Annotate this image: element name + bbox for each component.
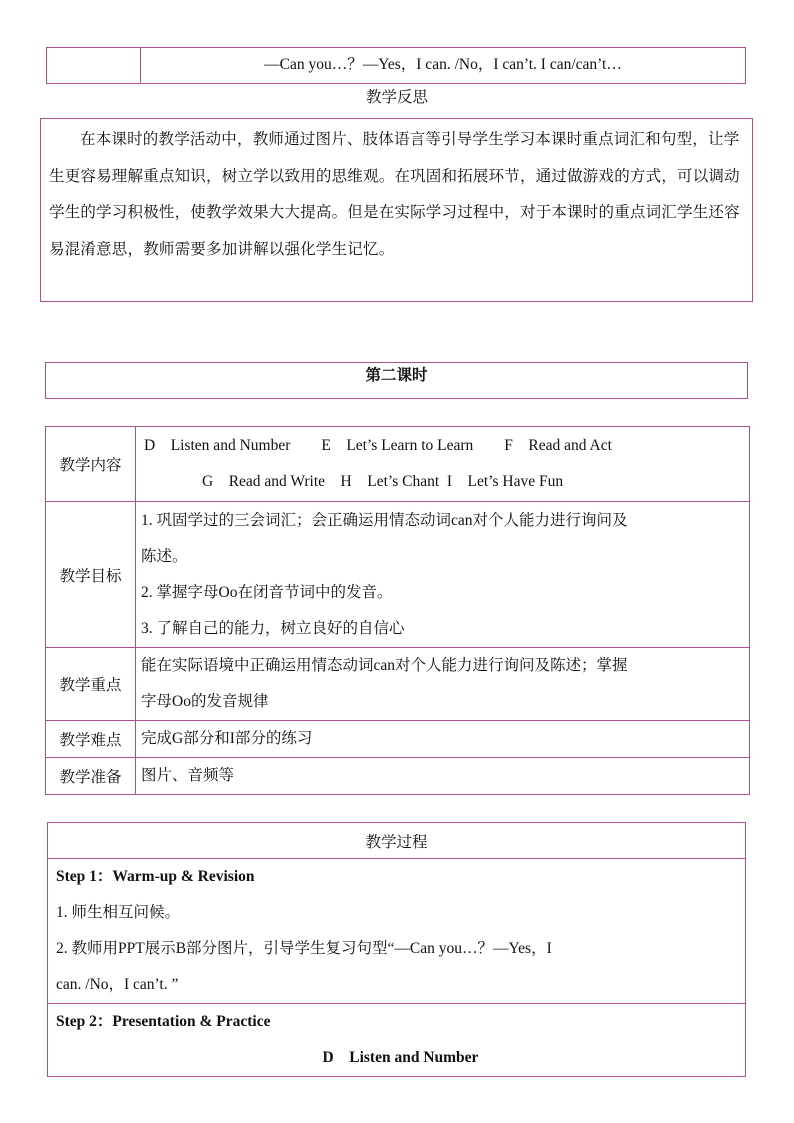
preparation-line-1: 图片、音频等	[141, 767, 235, 784]
process-title-cell	[48, 823, 746, 859]
objective-line-2: 陈述。	[141, 547, 188, 565]
step2-cell	[48, 1004, 746, 1077]
plan-label-content: 教学内容	[46, 427, 136, 502]
plan-value-objectives	[136, 502, 750, 648]
lesson2-title-box	[45, 362, 748, 399]
reflection-body: 在本课时的教学活动中，教师通过图片、肢体语言等引导学生学习本课时重点词汇和句型，让学生更容易理解重点知识，树立学以致用的思维观。在巩固和拓展环节，通过做游戏的方式，可以调动学生的学习积极性，使教学效果大大提高。但是在实际学习过程中，对于本课时的重点词汇学生还容易混淆意思，教师需要多加讲解以强化学生记忆。	[49, 131, 740, 258]
content-line-2: G Read and Write H Let’s Chant I Let’s Have Fun	[202, 473, 564, 490]
plan-value-keypoints	[136, 648, 750, 721]
dialog-pattern-text: —Can you…？—Yes，I can. /No，I can’t. I can/can’t…	[264, 55, 622, 73]
teaching-plan-table	[45, 426, 750, 795]
difficulty-line-1: 完成G部分和I部分的练习	[141, 730, 313, 747]
content-line-1: D Listen and Number E Let’s Learn to Learn F Read and Act	[144, 437, 612, 454]
step2-heading: Step 2：Presentation & Practice	[56, 1013, 271, 1030]
plan-label-objectives: 教学目标	[46, 502, 136, 648]
step2-subheading: D Listen and Number	[322, 1049, 479, 1066]
top-continuation-table	[46, 47, 746, 84]
plan-value-difficulties	[136, 721, 750, 758]
step1-heading: Step 1：Warm-up & Revision	[56, 868, 255, 885]
step1-line-1: 1. 师生相互问候。	[56, 904, 181, 921]
plan-label-keypoints: 教学重点	[46, 648, 136, 721]
step1-cell	[48, 859, 746, 1004]
reflection-box	[40, 118, 753, 302]
process-title: 教学过程	[365, 833, 428, 851]
teaching-process-table	[47, 822, 746, 1077]
top-empty-cell	[47, 48, 141, 84]
plan-value-preparation	[136, 758, 750, 795]
objective-line-1: 1. 巩固学过的三会词汇；会正确运用情态动词can对个人能力进行询问及	[141, 511, 628, 529]
lesson2-title: 第二课时	[365, 367, 428, 384]
objective-line-4: 3. 了解自己的能力，树立良好的自信心	[141, 619, 405, 637]
plan-value-content	[136, 427, 750, 502]
dialog-pattern-cell	[141, 48, 746, 84]
step1-line-3: can. /No，I can’t. ”	[56, 976, 179, 993]
keypoint-line-1: 能在实际语境中正确运用情态动词can对个人能力进行询问及陈述；掌握	[141, 657, 628, 674]
keypoint-line-2: 字母Oo的发音规律	[141, 693, 269, 710]
objective-line-3: 2. 掌握字母Oo在闭音节词中的发音。	[141, 583, 393, 601]
plan-label-difficulties: 教学难点	[46, 721, 136, 758]
plan-label-preparation: 教学准备	[46, 758, 136, 795]
step1-line-2: 2. 教师用PPT展示B部分图片，引导学生复习句型“—Can you…？—Yes，I	[56, 940, 552, 957]
reflection-title: 教学反思	[365, 89, 428, 106]
